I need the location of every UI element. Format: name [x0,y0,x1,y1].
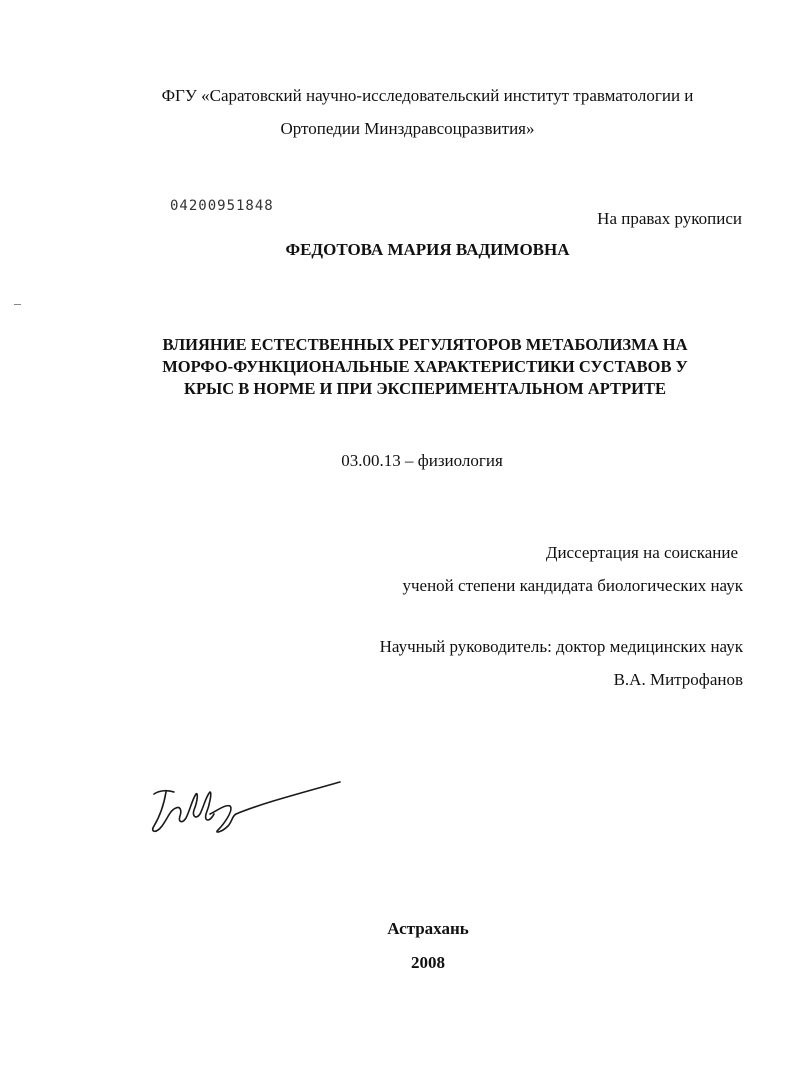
year: 2008 [411,953,445,972]
title-line-1: ВЛИЯНИЕ ЕСТЕСТВЕННЫХ РЕГУЛЯТОРОВ МЕТАБОЛИЗМА НА [162,335,688,354]
dissertation-line-2: ученой степени кандидата биологических наук [402,576,743,595]
institution-line-2: Ортопедии Минздравсоцразвития» [280,119,535,138]
city: Астрахань [387,919,469,938]
institution-line-1: ФГУ «Саратовский научно-исследовательский институт травматологии и [161,86,694,105]
specialty-code: 03.00.13 – физиология [341,451,503,470]
registry-number: 04200951848 [170,198,274,214]
author-name: ФЕДОТОВА МАРИЯ ВАДИМОВНА [285,240,570,259]
dissertation-line-1: Диссертация на соискание [545,543,738,562]
scan-mark [14,304,21,305]
title-line-2: МОРФО-ФУНКЦИОНАЛЬНЫЕ ХАРАКТЕРИСТИКИ СУСТАВОВ У [162,357,688,376]
dissertation-title [100,334,750,400]
rights-note: На правах рукописи [597,209,742,228]
supervisor-name: В.А. Митрофанов [613,670,743,689]
supervisor-title: Научный руководитель: доктор медицинских наук [379,637,743,656]
title-line-3: КРЫС В НОРМЕ И ПРИ ЭКСПЕРИМЕНТАЛЬНОМ АРТРИТЕ [183,379,666,398]
signature-icon [140,770,350,840]
